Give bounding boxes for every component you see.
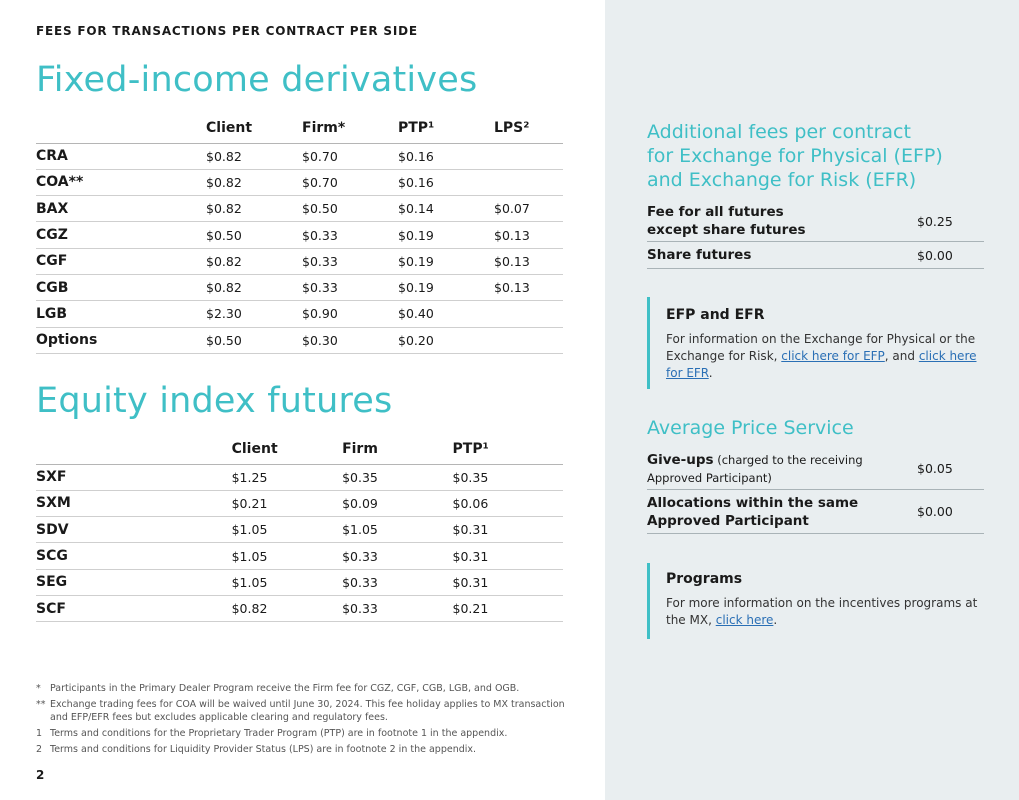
share-futures-value: $0.00: [917, 247, 953, 263]
fee-cell: $0.16: [398, 169, 494, 195]
footnote: [36, 682, 576, 695]
table-row: [36, 517, 563, 543]
efp-fee-label-line: except share futures: [647, 222, 806, 238]
efp-efr-callout: [647, 297, 987, 389]
footnote-marker: **: [36, 699, 46, 710]
table-row: [36, 196, 563, 222]
fee-cell: [494, 169, 563, 195]
fee-cell: $0.70: [302, 169, 398, 195]
callout-text: For more information on the incentives programs at the MX,: [666, 596, 978, 627]
fee-cell: $0.50: [206, 327, 302, 353]
give-ups-value: $0.05: [917, 461, 953, 476]
fee-cell: $0.82: [206, 169, 302, 195]
fee-cell: $0.33: [342, 543, 452, 569]
table-row: [36, 569, 563, 595]
footnotes: [36, 682, 576, 759]
product-code: Options: [36, 327, 206, 353]
table-header-row: [36, 435, 563, 464]
footnote-text: Terms and conditions for the Proprietary Trader Program (PTP) are in footnote 1 in the appendix.: [50, 728, 508, 739]
column-header: [36, 435, 232, 464]
column-header: PTP¹: [398, 114, 494, 143]
efp-fee-row: [647, 201, 984, 242]
fee-cell: $1.05: [342, 517, 452, 543]
fee-cell: $0.35: [453, 464, 563, 490]
efr-link[interactable]: click here for EFR: [666, 349, 977, 380]
callout-body: [666, 331, 987, 382]
table-row: [36, 490, 563, 516]
programs-callout: [647, 563, 987, 639]
footnote: [36, 698, 576, 724]
footnote-marker: *: [36, 683, 41, 694]
product-code: CRA: [36, 143, 206, 169]
fee-cell: $0.30: [302, 327, 398, 353]
footnote-marker: 2: [36, 744, 43, 755]
fee-cell: $0.50: [302, 196, 398, 222]
table-row: [36, 143, 563, 169]
callout-body: [666, 595, 987, 629]
fee-cell: $0.13: [494, 222, 563, 248]
give-ups-row: [647, 448, 984, 490]
product-code: CGF: [36, 248, 206, 274]
callout-text: , and: [884, 349, 919, 363]
fee-cell: [494, 301, 563, 327]
fee-cell: $0.35: [342, 464, 452, 490]
efp-fee-value: $0.25: [917, 213, 953, 229]
aps-fee-table: [647, 448, 984, 534]
product-code: CGZ: [36, 222, 206, 248]
callout-text: .: [773, 613, 778, 627]
product-code: SCG: [36, 543, 232, 569]
allocations-label: [647, 494, 858, 530]
fee-cell: $0.33: [302, 248, 398, 274]
column-header: Firm*: [302, 114, 398, 143]
fee-cell: $0.33: [342, 569, 452, 595]
footnote: [36, 727, 576, 740]
table-row: [36, 301, 563, 327]
column-header: LPS²: [494, 114, 563, 143]
product-code: BAX: [36, 196, 206, 222]
fee-cell: $0.82: [232, 595, 342, 621]
product-code: CGB: [36, 274, 206, 300]
product-code: SXM: [36, 490, 232, 516]
fee-cell: $0.33: [342, 595, 452, 621]
efp-title: [647, 120, 943, 192]
table-row: [36, 222, 563, 248]
fee-cell: $0.82: [206, 248, 302, 274]
fee-cell: $0.19: [398, 248, 494, 274]
fee-cell: $0.90: [302, 301, 398, 327]
fee-cell: [494, 327, 563, 353]
fee-cell: $0.07: [494, 196, 563, 222]
product-code: SCF: [36, 595, 232, 621]
programs-link[interactable]: click here: [715, 613, 774, 627]
fee-cell: $0.09: [342, 490, 452, 516]
footnote-text: Terms and conditions for Liquidity Provider Status (LPS) are in footnote 2 in the appendix.: [50, 744, 477, 755]
fee-cell: $0.13: [494, 248, 563, 274]
table-row: [36, 464, 563, 490]
product-code: COA**: [36, 169, 206, 195]
fee-cell: $1.05: [232, 569, 342, 595]
give-ups-note: (charged to the receiving Approved Participant): [647, 452, 863, 485]
table-row: [36, 595, 563, 621]
fee-cell: $0.13: [494, 274, 563, 300]
fee-cell: $0.70: [302, 143, 398, 169]
fee-cell: $0.14: [398, 196, 494, 222]
table-row: [36, 169, 563, 195]
equity-index-table: [36, 435, 563, 622]
fee-cell: $0.40: [398, 301, 494, 327]
allocations-value: $0.00: [917, 504, 953, 519]
column-header: PTP¹: [453, 435, 563, 464]
efp-fee-label-line: Fee for all futures: [647, 204, 784, 220]
allocations-label-line: Allocations within the same: [647, 494, 859, 511]
column-header: Firm: [342, 435, 452, 464]
eyebrow-heading: FEES FOR TRANSACTIONS PER CONTRACT PER SIDE: [36, 24, 418, 38]
footnote-marker: 1: [36, 728, 43, 739]
share-futures-label: Share futures: [647, 247, 752, 263]
efp-link[interactable]: click here for EFP: [781, 349, 885, 363]
fee-cell: $0.50: [206, 222, 302, 248]
fee-cell: $0.19: [398, 222, 494, 248]
efp-title-line: and Exchange for Risk (EFR): [647, 169, 917, 191]
give-ups-term: Give-ups: [647, 451, 714, 468]
product-code: LGB: [36, 301, 206, 327]
column-header: Client: [206, 114, 302, 143]
fee-cell: $1.05: [232, 517, 342, 543]
fee-cell: $0.31: [453, 517, 563, 543]
efp-title-line: for Exchange for Physical (EFP): [647, 145, 943, 167]
aps-title: Average Price Service: [647, 417, 854, 439]
table-row: [36, 248, 563, 274]
product-code: SDV: [36, 517, 232, 543]
product-code: SXF: [36, 464, 232, 490]
equity-index-title: Equity index futures: [36, 381, 393, 421]
fee-cell: $1.05: [232, 543, 342, 569]
fee-cell: $0.82: [206, 143, 302, 169]
efp-fee-table: [647, 201, 984, 269]
allocations-label-line: Approved Participant: [647, 512, 809, 529]
footnote-text: Exchange trading fees for COA will be waived until June 30, 2024. This fee holiday applies to MX transaction and EFP/EFR fees but excludes applicable clearing and regulatory fees.: [50, 699, 565, 723]
table-row: [36, 543, 563, 569]
fee-cell: $0.06: [453, 490, 563, 516]
fee-cell: $0.82: [206, 196, 302, 222]
table-header-row: [36, 114, 563, 143]
share-futures-row: [647, 242, 984, 269]
give-ups-label: [647, 451, 897, 487]
fee-cell: $0.21: [453, 595, 563, 621]
fee-cell: $2.30: [206, 301, 302, 327]
fee-cell: $1.25: [232, 464, 342, 490]
fixed-income-table: [36, 114, 563, 354]
callout-title: EFP and EFR: [666, 307, 765, 323]
fee-cell: $0.16: [398, 143, 494, 169]
fee-cell: $0.19: [398, 274, 494, 300]
fee-cell: $0.82: [206, 274, 302, 300]
efp-fee-label: [647, 203, 806, 239]
callout-text: For information on the Exchange for Physical or the Exchange for Risk,: [666, 332, 976, 363]
column-header: [36, 114, 206, 143]
table-row: [36, 274, 563, 300]
callout-text: .: [708, 366, 713, 380]
fixed-income-title: Fixed-income derivatives: [36, 60, 478, 100]
fee-cell: $0.20: [398, 327, 494, 353]
fee-cell: $0.33: [302, 274, 398, 300]
column-header: Client: [232, 435, 342, 464]
fee-cell: $0.31: [453, 543, 563, 569]
fee-cell: [494, 143, 563, 169]
footnote: [36, 743, 576, 756]
product-code: SEG: [36, 569, 232, 595]
allocations-row: [647, 490, 984, 534]
footnote-text: Participants in the Primary Dealer Program receive the Firm fee for CGZ, CGF, CGB, LGB, and OGB.: [50, 683, 520, 694]
efp-title-line: Additional fees per contract: [647, 121, 911, 143]
table-row: [36, 327, 563, 353]
fee-cell: $0.21: [232, 490, 342, 516]
callout-title: Programs: [666, 571, 743, 587]
fee-cell: $0.33: [302, 222, 398, 248]
fee-cell: $0.31: [453, 569, 563, 595]
page-number: 2: [36, 768, 45, 782]
